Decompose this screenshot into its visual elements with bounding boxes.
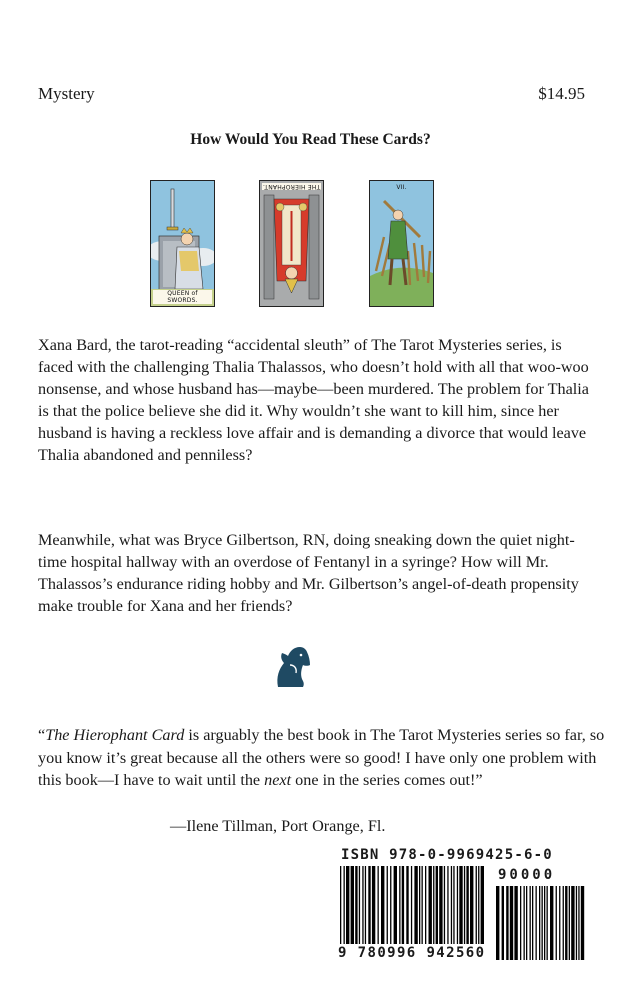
barcode-bar <box>447 866 448 944</box>
barcode-bar <box>387 866 388 944</box>
barcode-bar <box>414 866 417 944</box>
price-supplement-code: 90000 <box>498 867 556 883</box>
barcode-bar <box>565 886 567 960</box>
barcode-bar <box>476 866 477 944</box>
isbn-barcode <box>338 846 586 962</box>
barcode-bar <box>581 886 584 960</box>
barcode-bar <box>496 886 499 960</box>
barcode-bar <box>544 886 545 960</box>
barcode-bar <box>351 866 354 944</box>
price-label: $14.95 <box>538 84 585 103</box>
description-paragraph-1: Xana Bard, the tarot-reading “accidental sleuth” of The Tarot Mysteries series, is faced with the challenging Thalia Thalassos, who doesn’t hold with all that woo-woo nonsense, and whose husband has—maybe—been murdered. The problem for Thalia is that the police believe she did it. Why wouldn’t she want to kill him, since her husband is having a reckless love affair and is demanding a divorce that would leave Thalia abandoned and penniless? <box>38 336 589 464</box>
barcode-bar <box>411 866 412 944</box>
barcode-bar <box>402 866 404 944</box>
barcode-bar <box>569 886 570 960</box>
barcode-bar <box>536 886 537 960</box>
card-caption: THE HIEROPHANT. <box>262 183 321 190</box>
seven-of-wands-illustration <box>370 181 433 306</box>
barcode-bar <box>365 866 366 944</box>
card-caption: QUEEN of SWORDS. <box>153 290 212 304</box>
barcode-bar <box>464 866 465 944</box>
barcode-bar <box>530 886 531 960</box>
isbn-text: ISBN 978-0-9969425-6-0 <box>341 847 553 863</box>
barcode-bar <box>470 866 473 944</box>
barcode-bar <box>563 886 564 960</box>
barcode-bar <box>459 866 462 944</box>
barcode-bar <box>340 866 341 944</box>
publisher-logo <box>270 643 314 694</box>
tarot-card-hierophant-reversed <box>259 180 324 307</box>
review-quote <box>38 724 608 792</box>
knight-horse-icon <box>270 643 314 689</box>
barcode-bar <box>559 886 560 960</box>
barcode-bar <box>362 866 363 944</box>
barcode-bar <box>368 866 370 944</box>
barcode-bar <box>514 886 517 960</box>
barcode-bar <box>571 886 574 960</box>
genre-label: Mystery <box>38 84 95 103</box>
tarot-card-queen-of-swords <box>150 180 215 307</box>
barcode-bar <box>429 866 432 944</box>
hierophant-illustration <box>260 181 323 306</box>
cards-heading: How Would You Read These Cards? <box>190 131 431 148</box>
barcode-bar <box>444 866 445 944</box>
barcode-bar <box>346 866 349 944</box>
barcode-bar <box>556 886 557 960</box>
open-quote-mark: “ <box>38 726 46 744</box>
barcode-bar <box>510 886 513 960</box>
barcode-bar <box>478 866 479 944</box>
card-caption: VII. <box>396 184 407 191</box>
quote-text-2: one in the series comes out!” <box>291 771 483 789</box>
barcode-bar <box>578 886 579 960</box>
barcode-bar <box>422 866 423 944</box>
barcode-bar <box>355 866 357 944</box>
barcode-bar <box>532 886 533 960</box>
barcode-bar <box>539 886 540 960</box>
barcode-bar <box>451 866 452 944</box>
barcode-bar <box>453 866 454 944</box>
barcode-bar <box>506 886 508 960</box>
barcode-bar <box>542 886 543 960</box>
description-paragraph-2: Meanwhile, what was Bryce Gilbertson, RN, doing sneaking down the quiet night-time hospital hallway with an overdose of Fentanyl in a syringe? How will Mr. Thalassos’s endurance riding hobby and Mr. Gilbertson’s angel-of-death propensity make trouble for Xana and her friends? <box>38 531 579 615</box>
barcode-bar <box>406 866 408 944</box>
barcode-bar <box>372 866 375 944</box>
barcode-bar <box>439 866 442 944</box>
barcode-bar <box>381 866 384 944</box>
barcode-bar <box>344 866 345 944</box>
quote-text-1: is arguably the best book in The Tarot Mysteries series so far, so you know it’s great because all the others were so good! I have only one problem with this book—I have to wait until the <box>38 726 605 789</box>
barcode-bar <box>481 866 484 944</box>
barcode-bar <box>550 886 553 960</box>
barcode-bar <box>576 886 577 960</box>
barcode-bar <box>466 866 468 944</box>
review-attribution: —Ilene Tillman, Port Orange, Fl. <box>170 817 386 835</box>
barcode-bar <box>526 886 527 960</box>
barcode-bar <box>419 866 420 944</box>
quoted-book-title: The Hierophant Card <box>45 726 185 744</box>
barcode-bar <box>547 886 548 960</box>
barcode-bar <box>359 866 360 944</box>
barcode-bar <box>520 886 521 960</box>
barcode-bar <box>394 866 397 944</box>
barcode-bar <box>378 866 379 944</box>
barcode-bar <box>399 866 400 944</box>
barcode-bar <box>390 866 391 944</box>
queen-of-swords-illustration <box>151 181 214 306</box>
barcode-bar <box>502 886 504 960</box>
barcode-bar <box>457 866 458 944</box>
quote-emphasis: next <box>264 771 292 789</box>
barcode-bar <box>425 866 426 944</box>
tarot-card-seven-of-wands <box>369 180 434 307</box>
barcode-bar <box>436 866 438 944</box>
barcode-digits: 9 780996 942560 <box>338 945 486 961</box>
barcode-bar <box>433 866 434 944</box>
barcode-bar <box>524 886 525 960</box>
